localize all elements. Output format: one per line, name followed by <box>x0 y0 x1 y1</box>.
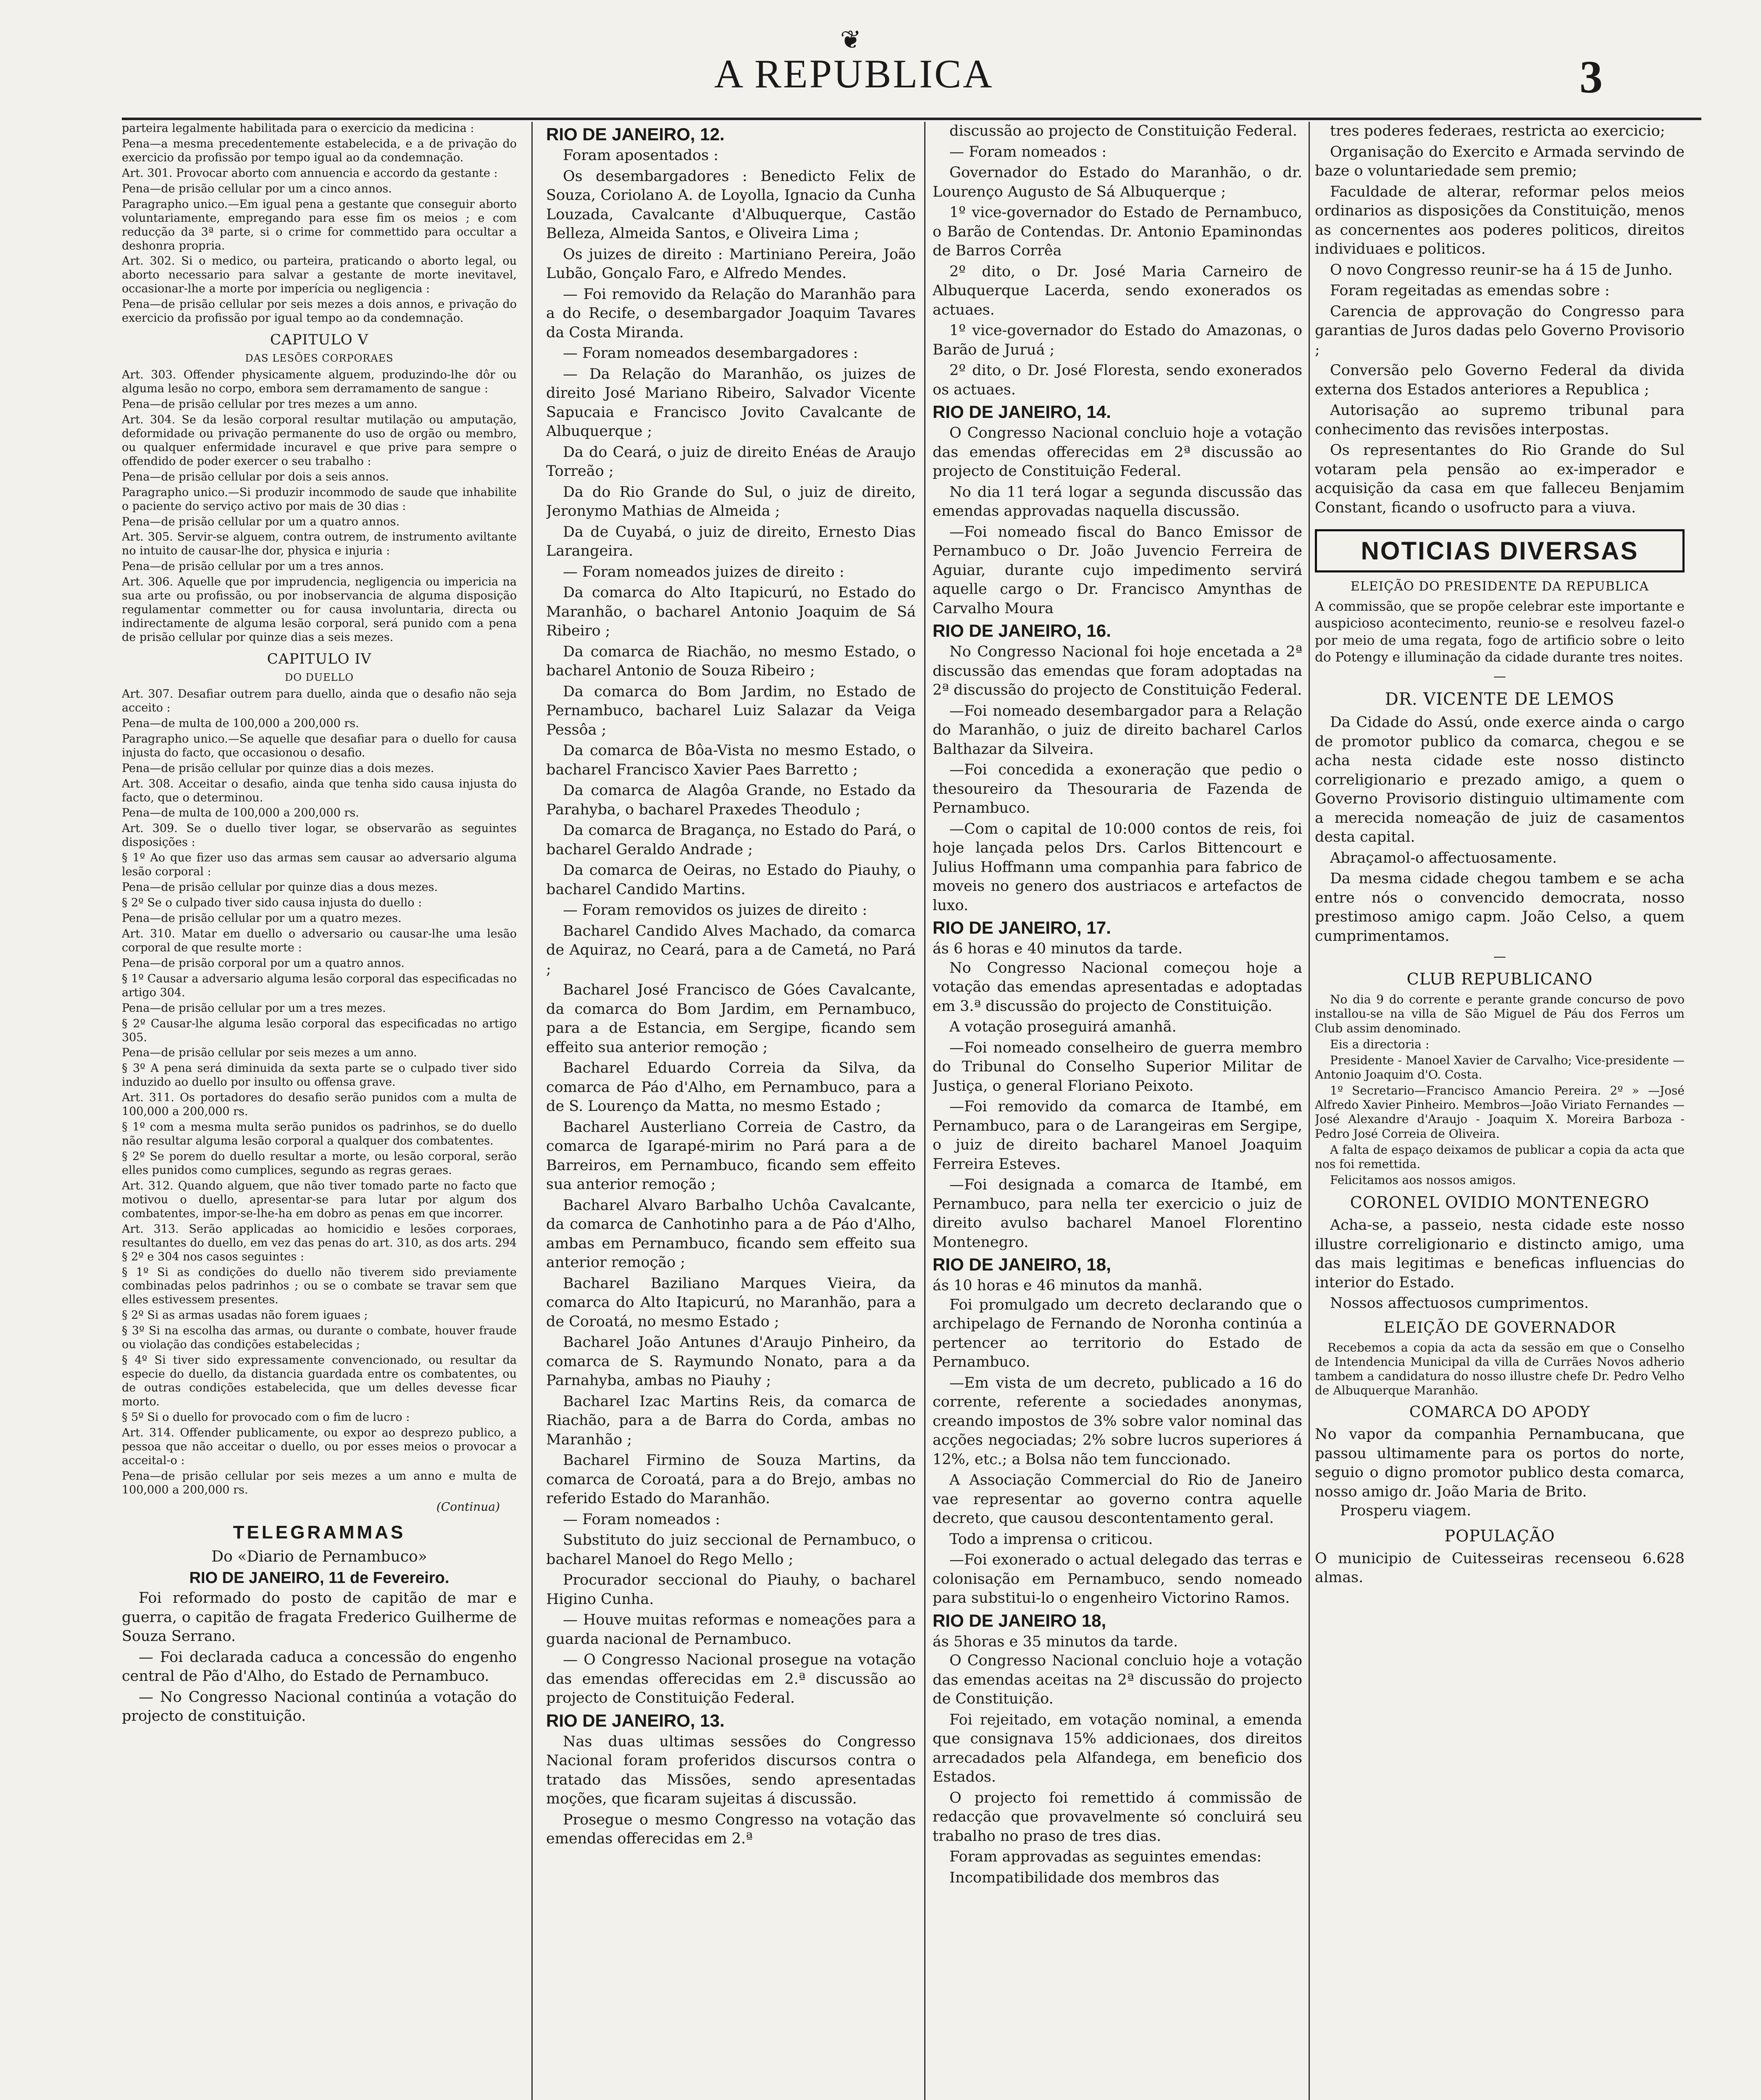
paragraph: — No Congresso Nacional continúa a votação do projecto de constituição. <box>122 1688 517 1725</box>
paragraph: Foram regeitadas as emendas sobre : <box>1330 282 1610 299</box>
paragraph: § 1º Causar a adversario alguma lesão corporal das especificadas no artigo 304. <box>122 972 517 999</box>
noticias-diversas-heading: NOTICIAS DIVERSAS <box>1315 529 1685 572</box>
news-title: CLUB REPUBLICANO <box>1406 970 1593 989</box>
paragraph: Os desembargadores : Benedicto Felix de Souza, Coriolano A. de Loyolla, Ignacio da Cunha Louzada, Cavalcante d'Albuquerque, Castão Belleza, Almeida Santos, e Oliveira Lima ; <box>546 168 916 242</box>
paragraph: Presidente - Manoel Xavier de Carvalho; Vice-presidente — Antonio Joaquim d'O. Costa. <box>1315 1053 1685 1082</box>
telegram-dateline: RIO DE JANEIRO, 18, <box>933 1255 1111 1274</box>
news-title: DR. VICENTE DE LEMOS <box>1385 690 1615 709</box>
paragraph: Incompatibilidade dos membros das <box>949 1869 1220 1886</box>
paragraph: § 1º com a mesma multa serão punidos os padrinhos, se do duello não resultar alguma lesão corporal a qualquer dos combatentes. <box>122 1121 517 1148</box>
masthead-ornament-icon: ❦ <box>840 25 862 55</box>
paragraph: Pena—a mesma precedentemente estabelecida, e a de privação do exercicio da profissão por tempo igual ao da condemnação. <box>122 137 517 164</box>
masthead-title: A REPUBLICA <box>714 51 994 96</box>
paragraph: —Foi nomeado fiscal do Banco Emissor de Pernambuco o Dr. João Juvencio Ferreira de Aguiar, durante cujo impedimento servirá aquelle cargo o Dr. Francisco Amynthas de Carvalho Moura <box>933 523 1302 617</box>
paragraph: — Da Relação do Maranhão, os juizes de direito José Mariano Ribeiro, Salvador Vicente Sapucaia e Francisco Jovito Cavalcante de Albuquerque ; <box>546 365 916 440</box>
news-title: ELEIÇÃO DE GOVERNADOR <box>1383 1319 1616 1336</box>
paragraph: Art. 314. Offender publicamente, ou expor ao desprezo publico, a pessoa que não acceitar o duello, ou por esses meios o provocar a acceital-o : <box>122 1426 517 1467</box>
news-title: ELEIÇÃO DO PRESIDENTE DA REPUBLICA <box>1350 579 1649 594</box>
paragraph: A falta de espaço deixamos de publicar a copia da acta que nos foi remettida. <box>1315 1142 1685 1171</box>
paragraph: Abraçamol-o affectuosamente. <box>1330 849 1557 866</box>
paragraph: Pena—de prisão cellular por tres mezes a um anno. <box>122 398 418 411</box>
paragraph: Da comarca de Bôa-Vista no mesmo Estado, o bacharel Francisco Xavier Paes Barretto ; <box>546 742 916 778</box>
paragraph: — Foram nomeados juizes de direito : <box>563 563 844 580</box>
paragraph: Pena—de prisão cellular por um a tres mezes. <box>122 1001 386 1015</box>
paragraph: Pena—de prisão corporal por um a quatro annos. <box>122 956 405 970</box>
paragraph: Foi promulgado um decreto declarando que o archipelago de Fernando de Noronha continúa a pertencer ao territorio do Estado de Pernambuco. <box>933 1296 1302 1370</box>
paragraph: § 1º Si as condições do duello não tiverem sido previamente combinadas pelos padrinhos ; ou se o combate se travar sem que elles estivessem presentes. <box>122 1265 517 1307</box>
paragraph: Acha-se, a passeio, nesta cidade este nosso illustre correligionario e distincto amigo, uma das mais legitimas e beneficas influencias do interior do Estado. <box>1315 1217 1685 1291</box>
paragraph: 1º vice-governador do Estado do Amazonas, o Barão de Juruá ; <box>933 322 1302 358</box>
page-number: 3 <box>1580 51 1603 102</box>
telegram-body <box>933 122 1302 399</box>
news-title: COMARCA DO APODY <box>1409 1404 1590 1421</box>
paragraph: Os juizes de direito : Martiniano Pereira, João Lubão, Gonçalo Faro, e Alfredo Mendes. <box>546 246 916 282</box>
paragraph: Art. 306. Aquelle que por imprudencia, negligencia ou impericia na sua arte ou profissão, ou por inobservancia de alguma disposição regulamentar commetter ou for causa involuntaria, directa ou indirectamente de alguma lesão corporal, será punido com a pena de prisão cellular por quinze dias a seis mezes. <box>122 575 517 644</box>
paragraph: — Foram nomeados : <box>949 143 1107 160</box>
paragraph: Pena—de prisão cellular por um a quatro annos. <box>122 515 400 528</box>
paragraph: Carencia de approvação do Congresso para garantias de Juros dadas pelo Governo Provisorio ; <box>1315 303 1685 358</box>
paragraph: Bacharel Eduardo Correia da Silva, da comarca de Páo d'Alho, em Pernambuco, para a de S. Lourenço da Matta, no mesmo Estado ; <box>546 1060 916 1115</box>
paragraph: Pena—de prisão cellular por um a quatro mezes. <box>122 912 402 925</box>
paragraph: Faculdade de alterar, reformar pelos meios ordinarios as disposições da Constituição, menos as concernentes aos poderes politicos, direitos individuaes e politicos. <box>1315 183 1685 257</box>
paragraph: No dia 11 terá logar a segunda discussão das emendas approvadas naquella discussão. <box>933 483 1302 520</box>
paragraph: Pena—de prisão cellular por um a cinco annos. <box>122 182 392 195</box>
paragraph: parteira legalmente habilitada para o exercicio da medicina : <box>122 122 474 135</box>
telegram-body <box>933 1296 1302 1608</box>
paragraph: Nas duas ultimas sessões do Congresso Nacional foram proferidos discursos contra o tratado das Missões, sendo apresentadas moções, que ficaram sujeitas á discussão. <box>546 1733 916 1807</box>
paragraph: —Em vista de um decreto, publicado a 16 do corrente, referente a sociedades anonymas, creando impostos de 3% sobre valor nominal das acções negociadas; 2% sobre lucros superiores á 12%, etc.; a Bolsa não tem funccionado. <box>933 1374 1302 1468</box>
paragraph: Pena—de prisão cellular por quinze dias a dois mezes. <box>122 761 434 775</box>
chapter-heading: CAPITULO V <box>270 331 369 349</box>
telegram-body <box>933 643 1302 915</box>
penal-code-section-2 <box>122 368 517 645</box>
paragraph: 1º vice-governador do Estado de Pernambuco, o Barão de Contendas. Dr. Antonio Epaminondas de Barros Corrêa <box>933 204 1302 259</box>
paragraph: Paragrapho unico.—Se aquelle que desafiar para o duello for causa injusta do facto, que occasionou o desafio. <box>122 732 517 759</box>
column-divider <box>531 122 533 2100</box>
paragraph: No dia 9 do corrente e perante grande concurso de povo installou-se na villa de São Miguel de Páu dos Ferros um Club assim denominado. <box>1315 992 1685 1035</box>
paragraph: discussão ao projecto de Constituição Federal. <box>949 123 1297 139</box>
paragraph: Foi rejeitado, em votação nominal, a emenda que consignava 15% addicionaes, dos direitos arrecadados pela Alfandega, em beneficio dos Estados. <box>933 1711 1302 1785</box>
separator-dash: — <box>1493 669 1506 684</box>
paragraph: Bacharel Baziliano Marques Vieira, da comarca do Alto Itapicurú, no Maranhão, para a de Coroatá, no mesmo Estado ; <box>546 1275 916 1330</box>
paragraph: —Com o capital de 10:000 contos de reis, foi hoje lançada pelos Drs. Carlos Bittencourt e Julius Hoffmann uma companhia para fabrico de moveis no genero dos austriacos e artefactos de luxo. <box>933 820 1302 914</box>
paragraph: Da mesma cidade chegou tambem e se acha entre nós o convencido democrata, nosso prestimoso amigo capm. João Celso, a quem cumprimentamos. <box>1315 870 1685 945</box>
telegram-body <box>546 1732 916 1849</box>
paragraph: Foram aposentados : <box>563 147 719 164</box>
paragraph: Pena—de prisão cellular por um a tres annos. <box>122 560 384 573</box>
paragraph: Foi reformado do posto de capitão de mar e guerra, o capitão de fragata Frederico Guilherme de Souza Serrano. <box>122 1590 517 1645</box>
telegram-body <box>933 1651 1302 1887</box>
paragraph: Bacharel Austerliano Correia de Castro, da comarca de Igarapé-mirim no Pará para a de Barreiros, em Pernambuco, ficando sem effeito sua anterior remoção ; <box>546 1118 916 1193</box>
paragraph: Da do Rio Grande do Sul, o juiz de direito, Jeronymo Mathias de Almeida ; <box>546 483 916 520</box>
paragraph: Da comarca de Alagôa Grande, no Estado da Parahyba, o bacharel Praxedes Theodulo ; <box>546 782 916 818</box>
column-divider <box>924 122 925 2100</box>
paragraph: § 3º Si na escolha das armas, ou durante o combate, houver fraude ou violação das condições estabelecidas ; <box>122 1324 517 1352</box>
news-body <box>1315 713 1685 946</box>
paragraph: Governador do Estado do Maranhão, o dr. Lourenço Augusto de Sá Albuquerque ; <box>933 164 1302 200</box>
paragraph: Bacharel Alvaro Barbalho Uchôa Cavalcante, da comarca de Canhotinho para a de Páo d'Alho, ambas em Pernambuco, ficando sem effeito sua anterior remoção ; <box>546 1197 916 1271</box>
paragraph: Pena—de multa de 100,000 a 200,000 rs. <box>122 806 359 820</box>
telegram-dateline: RIO DE JANEIRO, 12. <box>546 124 725 144</box>
paragraph: No Congresso Nacional foi hoje encetada a 2ª discussão das emendas que foram adoptadas na 2ª discussão do projecto de Constituição Federal. <box>933 643 1302 698</box>
paragraph: O novo Congresso reunir-se ha á 15 de Junho. <box>1330 261 1673 278</box>
column-3 <box>933 122 1302 2100</box>
telegram-dateline: RIO DE JANEIRO, 11 de Fevereiro. <box>189 1569 449 1587</box>
paragraph: Pena—de prisão cellular por seis mezes a dois annos, e privação do exercicio da profissão por igual tempo ao da condemnação. <box>122 298 517 325</box>
paragraph: Paragrapho unico.—Si produzir incommodo de saude que inhabilite o paciente do serviço activo por mais de 30 dias : <box>122 486 517 513</box>
paragraph: Todo a imprensa o criticou. <box>949 1530 1153 1548</box>
paragraph: Da de Cuyabá, o juiz de direito, Ernesto Dias Larangeira. <box>546 523 916 559</box>
chapter-subtitle: DAS LESÕES CORPORAES <box>245 352 394 365</box>
column-divider <box>1309 122 1310 2100</box>
telegram-dateline: RIO DE JANEIRO, 13. <box>546 1710 725 1730</box>
paragraph: A votação proseguirá amanhã. <box>949 1018 1177 1035</box>
chapter-subtitle: DO DUELLO <box>284 671 354 683</box>
paragraph: Os representantes do Rio Grande do Sul votaram pela pensão ao ex-imperador e acquisição da casa em que falleceu Benjamim Constant, ficando o usofructo para a viuva. <box>1315 442 1685 516</box>
news-body <box>1315 992 1685 1187</box>
news-title: POPULAÇÃO <box>1444 1526 1555 1545</box>
paragraph: § 2º Causar-lhe alguma lesão corporal das especificadas no artigo 305. <box>122 1017 517 1044</box>
paragraph: — Foram removidos os juizes de direito : <box>563 902 867 919</box>
paragraph: Art. 305. Servir-se alguem, contra outrem, de instrumento aviltante no intuito de causar-lhe dor, physica e injuria : <box>122 530 517 558</box>
paragraph: Art. 307. Desafiar outrem para duello, ainda que o desafio não seja acceito : <box>122 687 517 714</box>
paragraph: § 4º Si tiver sido expressamente convencionado, ou resultar da especie do duello, da distancia guardada entre os combatentes, ou de outras condições estabelecida, que um delles devesse ficar morto. <box>122 1354 517 1408</box>
paragraph: Da do Ceará, o juiz de direito Enéas de Araujo Torreão ; <box>546 444 916 480</box>
continua-note: (Continua) <box>436 1499 500 1514</box>
chapter-heading: CAPITULO IV <box>267 650 372 667</box>
paragraph: Nossos affectuosos cumprimentos. <box>1330 1295 1589 1312</box>
paragraph: Paragrapho unico.—Em igual pena a gestante que conseguir aborto voluntariamente, empregando para esse fim os meios ; e com reducção da 3ª parte, si o crime for commettido para occultar a deshonra propria. <box>122 197 517 252</box>
paragraph: Art. 309. Se o duello tiver logar, se observarão as seguintes disposições : <box>122 822 517 849</box>
paragraph: Da comarca de Riachão, no mesmo Estado, o bacharel Antonio de Souza Ribeiro ; <box>546 643 916 679</box>
paragraph: Pena—de prisão cellular por dois a seis annos. <box>122 470 389 483</box>
paragraph: — Foram nomeados : <box>563 1511 720 1528</box>
paragraph: Bacharel Izac Martins Reis, da comarca de Riachão, para a de Barra do Corda, ambas no Maranhão ; <box>546 1393 916 1448</box>
penal-code-section-1 <box>122 122 517 326</box>
paragraph: Bacharel José Francisco de Góes Cavalcante, da comarca do Bom Jardim, em Pernambuco, para a de Estancia, em Sergipe, ficando sem effeito sua anterior remoção ; <box>546 982 916 1056</box>
paragraph: Prosegue o mesmo Congresso na votação das emendas offerecidas em 2.ª <box>546 1811 916 1847</box>
paragraph: No Congresso Nacional começou hoje a votação das emendas apresentadas e adoptadas em 3.ª discussão do projecto de Constituição. <box>933 959 1302 1015</box>
paragraph: § 1º Ao que fizer uso das armas sem causar ao adversario alguma lesão corporal : <box>122 851 517 879</box>
paragraph: A Associação Commercial do Rio de Janeiro vae representar ao governo contra aquelle decreto, que causou descontentamento geral. <box>933 1472 1302 1527</box>
news-body: No vapor da companhia Pernambucana, que passou ultimamente para os portos do norte, seguio o digno promotor publico desta comarca, nosso amigo dr. João Maria de Brito. <box>1315 1426 1685 1500</box>
paragraph: Substituto do juiz seccional de Pernambuco, o bacharel Manoel do Rego Mello ; <box>546 1532 916 1568</box>
penal-code-section-3 <box>122 688 517 1497</box>
paragraph: —Foi exonerado o actual delegado das terras e colonisação em Pernambuco, sendo nomeado para substitui-lo o engenheiro Victorino Ramos. <box>933 1551 1302 1606</box>
paragraph: 2º dito, o Dr. José Maria Carneiro de Albuquerque Lacerda, sendo exonerados os actuaes. <box>933 263 1302 318</box>
paragraph: Da comarca de Oeiras, no Estado do Piauhy, o bacharel Candido Martins. <box>546 862 916 898</box>
paragraph: Da Cidade do Assú, onde exerce ainda o cargo de promotor publico da comarca, chegou e se acha nesta cidade este nosso distincto correligionario e prezado amigo, a quem o Governo Provisorio distinguio ultimamente com a merecida nomeação de juiz de casamentos desta capital. <box>1315 714 1685 846</box>
paragraph: — O Congresso Nacional prosegue na votação das emendas offerecidas em 2.ª discussão ao projecto de Constituição Federal. <box>546 1651 916 1706</box>
column-1 <box>122 122 517 2100</box>
telegram-body <box>933 959 1302 1252</box>
news-body: O municipio de Cuitesseiras recenseou 6.628 almas. <box>1315 1550 1685 1586</box>
telegram-source: Do «Diario de Pernambuco» <box>211 1548 427 1565</box>
paragraph: Art. 311. Os portadores do desafio serão punidos com a multa de 100,000 a 200,000 rs. <box>122 1091 517 1118</box>
paragraph: Pena—de multa de 100,000 a 200,000 rs. <box>122 717 359 730</box>
paragraph: Art. 303. Offender physicamente alguem, produzindo-lhe dôr ou alguma lesão no corpo, embora sem derramamento de sangue : <box>122 368 517 396</box>
news-title: CORONEL OVIDIO MONTENEGRO <box>1350 1193 1650 1212</box>
telegram-body <box>1315 122 1685 517</box>
paragraph: § 2º Se o culpado tiver sido causa injusta do duello : <box>122 896 422 910</box>
news-body <box>1315 1216 1685 1313</box>
paragraph: Felicitamos aos nossos amigos. <box>1330 1173 1516 1187</box>
news-body: Prosperu viagem. <box>1340 1502 1472 1520</box>
paragraph: —Foi nomeado conselheiro de guerra membro do Tribunal do Conselho Superior Militar de Justiça, o general Floriano Peixoto. <box>933 1039 1302 1095</box>
telegram-body <box>933 424 1302 618</box>
paragraph: Bacharel Firmino de Souza Martins, da comarca de Coroatá, para a do Brejo, ambas no referido Estado do Maranhão. <box>546 1452 916 1507</box>
paragraph: tres poderes federaes, restricta ao exercicio; <box>1330 123 1665 139</box>
separator-dash: — <box>1493 949 1506 964</box>
paragraph: § 2º Se porem do duello resultar a morte, ou lesão corporal, serão elles punidos como cumplices, segundo as regras geraes. <box>122 1150 517 1177</box>
paragraph: § 5º Si o duello for provocado com o fim de lucro : <box>122 1410 410 1424</box>
paragraph: Art. 313. Serão applicadas ao homicidio e lesões corporaes, resultantes do duello, em vez das penas do art. 310, as dos arts. 294 § 2º e 304 nos casos seguintes : <box>122 1222 517 1263</box>
paragraph: 1º Secretario—Francisco Amancio Pereira. 2º » —José Alfredo Xavier Pinheiro. Membros—João Viriato Fernandes — José Alexandre d'Araujo - Joaquim X. Moreira Barboza - Pedro José Correia de Oliveira. <box>1315 1084 1685 1141</box>
paragraph: —Foi designada a comarca de Itambé, em Pernambuco, para nella ter exercicio o juiz de direito avulso bacharel Manoel Florentino Montenegro. <box>933 1176 1302 1251</box>
news-body: Recebemos a copia da acta da sessão em que o Conselho de Intendencia Municipal da villa de Currães Novos adherio tambem a candidatura do nosso illustre chefe Dr. Pedro Velho de Albuquerque Maranhão. <box>1315 1340 1685 1398</box>
telegrammas-heading: TELEGRAMMAS <box>233 1522 406 1543</box>
paragraph: Da comarca do Alto Itapicurú, no Estado do Maranhão, o bacharel Antonio Joaquim de Sá Ribeiro ; <box>546 584 916 639</box>
telegram-dateline: RIO DE JANEIRO, 14. <box>933 402 1111 422</box>
paragraph: Art. 302. Si o medico, ou parteira, praticando o aborto legal, ou aborto necessario para salvar a gestante de morte inevitavel, occasionar-lhe a morte por imperícia ou negligencia : <box>122 255 517 296</box>
paragraph: Bacharel Candido Alves Machado, da comarca de Aquiraz, no Ceará, para a de Cametá, no Pará ; <box>546 922 916 978</box>
telegram-body <box>122 1589 517 1726</box>
paragraph: Bacharel João Antunes d'Araujo Pinheiro, da comarca de S. Raymundo Nonato, para a da Parnahyba, ambas no Piauhy ; <box>546 1334 916 1389</box>
paragraph: Art. 310. Matar em duello o adversario ou causar-lhe uma lesão corporal de que resulte morte : <box>122 927 517 954</box>
paragraph: —Foi removido da comarca de Itambé, em Pernambuco, para o de Larangeiras em Sergipe, o juiz de direito bacharel Manoel Joaquim Ferreira Esteves. <box>933 1098 1302 1173</box>
paragraph: O projecto foi remettido á commissão de redacção que provavelmente só concluirá seu trabalho no praso de tres dias. <box>933 1789 1302 1845</box>
column-4 <box>1315 122 1685 2100</box>
paragraph: 2º dito, o Dr. José Floresta, sendo exonerados os actuaes. <box>933 362 1302 398</box>
paragraph: § 3º A pena será diminuida da sexta parte se o culpado tiver sido induzido ao duello por insulto ou offensa grave. <box>122 1062 517 1089</box>
paragraph: O Congresso Nacional concluio hoje a votação das emendas aceitas na 2ª discussão do projecto de Constituição. <box>933 1652 1302 1707</box>
telegram-time: ás 6 horas e 40 minutos da tarde. <box>933 940 1183 957</box>
column-2 <box>546 122 916 2100</box>
paragraph: Conversão pelo Governo Federal da divida externa dos Estados anteriores a Republica ; <box>1315 362 1685 398</box>
paragraph: — Foi declarada caduca a concessão do engenho central de Pão d'Alho, do Estado de Pernambuco. <box>122 1648 517 1685</box>
top-rule <box>122 118 1701 120</box>
paragraph: — Foram nomeados desembargadores : <box>563 345 858 362</box>
paragraph: Pena—de prisão cellular por seis mezes a um anno e multa de 100,000 a 200,000 rs. <box>122 1469 517 1496</box>
paragraph: O Congresso Nacional concluio hoje a votação das emendas offerecidas em 2ª discussão ao projecto de Constituição Federal. <box>933 425 1302 480</box>
paragraph: Art. 301. Provocar aborto com annuencia e accordo da gestante : <box>122 166 498 180</box>
paragraph: Art. 308. Acceitar o desafio, ainda que tenha sido causa injusta do facto, que o determinou. <box>122 777 517 804</box>
paragraph: Autorisação ao supremo tribunal para conhecimento das revisões interpostas. <box>1315 402 1685 438</box>
paragraph: § 2º Si as armas usadas não forem iguaes ; <box>122 1309 368 1322</box>
paragraph: Procurador seccional do Piauhy, o bacharel Higino Cunha. <box>546 1572 916 1608</box>
paragraph: —Foi nomeado desembargador para a Relação do Maranhão, o juiz de direito bacharel Carlos Balthazar da Silveira. <box>933 702 1302 758</box>
paragraph: — Foi removido da Relação do Maranhão para a do Recife, o desembargador Joaquim Tavares da Costa Miranda. <box>546 286 916 341</box>
paragraph: Art. 304. Se da lesão corporal resultar mutilação ou amputação, deformidade ou privação permanente do uso de orgão ou membro, ou qualquer enfermidade incuravel e que prive para sempre o offendido de poder exercer o seu trabalho : <box>122 413 517 468</box>
paragraph: Organisação do Exercito e Armada servindo de baze o voluntariedade sem premio; <box>1315 143 1685 179</box>
paragraph: Foram approvadas as seguintes emendas: <box>949 1848 1262 1865</box>
paragraph: — Houve muitas reformas e nomeações para a guarda nacional de Pernambuco. <box>546 1612 916 1648</box>
telegram-time: ás 10 horas e 46 minutos da manhã. <box>933 1277 1203 1294</box>
telegram-body <box>546 146 916 1708</box>
telegram-time: ás 5horas e 35 minutos da tarde. <box>933 1633 1178 1650</box>
paragraph: Da comarca de Bragança, no Estado do Pará, o bacharel Geraldo Andrade ; <box>546 822 916 858</box>
paragraph: —Foi concedida a exoneração que pedio o thesoureiro da Thesouraria de Fazenda de Pernambuco. <box>933 761 1302 816</box>
paragraph: Art. 312. Quando alguem, que não tiver tomado parte no facto que motivou o duello, apresentar-se para lutar por algum dos combatentes, impor-se-lhe-ha em dobro as penas em que incorrer. <box>122 1179 517 1220</box>
paragraph: Eis a directoria : <box>1330 1037 1430 1051</box>
telegram-dateline: RIO DE JANEIRO 18, <box>933 1610 1107 1630</box>
paragraph: Pena—de prisão cellular por quinze dias a dous mezes. <box>122 881 438 894</box>
telegram-dateline: RIO DE JANEIRO, 16. <box>933 621 1111 640</box>
telegram-dateline: RIO DE JANEIRO, 17. <box>933 918 1111 937</box>
paragraph: Pena—de prisão cellular por seis mezes a um anno. <box>122 1046 417 1060</box>
paragraph: Da comarca do Bom Jardim, no Estado de Pernambuco, bacharel Luiz Salazar da Veiga Pessôa ; <box>546 683 916 738</box>
news-body: A commissão, que se propõe celebrar este importante e auspicioso acontecimento, reunio-se e resolveu fazel-o por meio de uma regata, fogo de artificio sobre o leito do Potengy e illuminação da cidade durante tres noites. <box>1315 599 1685 665</box>
